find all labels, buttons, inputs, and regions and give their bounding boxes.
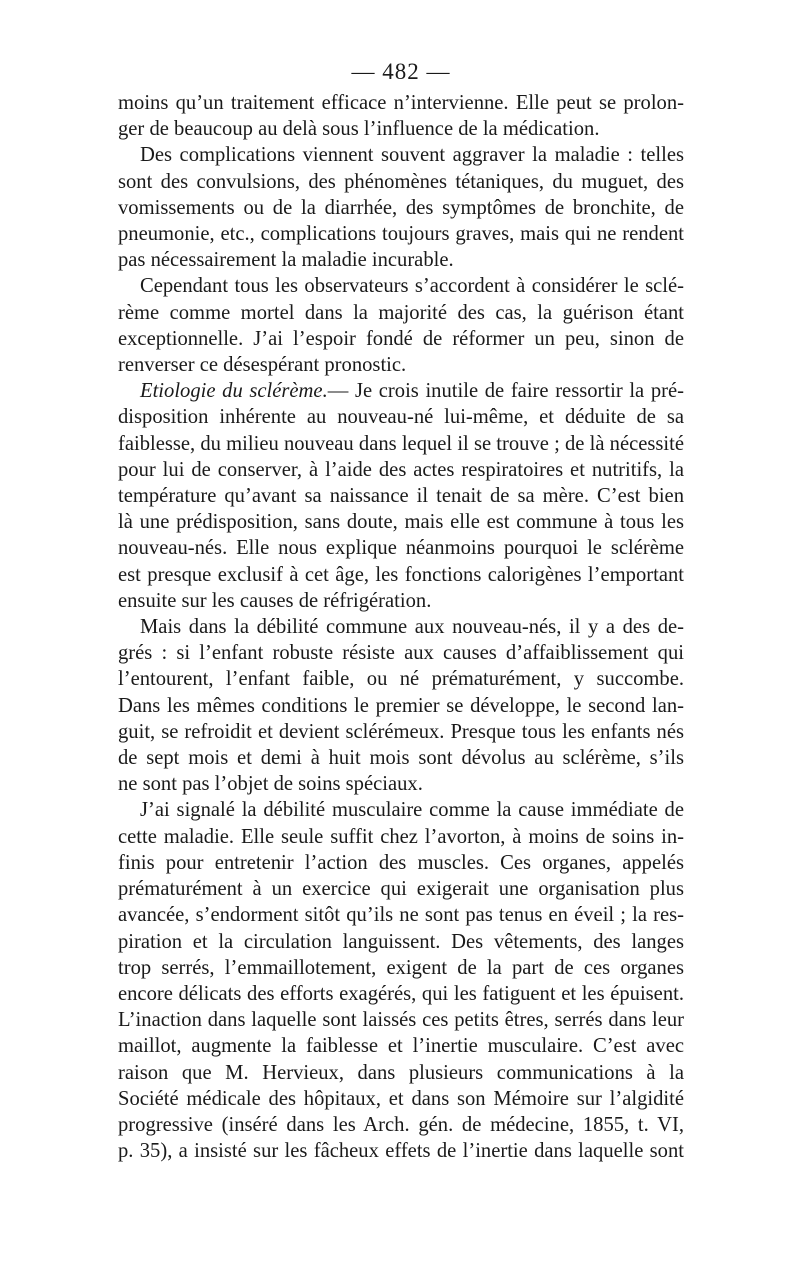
text-line: guit, se refroidit et devient sclérémeux. Presque tous les enfants nés xyxy=(118,720,684,743)
text-line: moins qu’un traitement efficace n’intervienne. Elle peut se prolon- xyxy=(118,92,684,114)
text-line: Cependant tous les observateurs s’accordent à considérer le sclé- xyxy=(140,275,684,298)
text-line: nouveau-nés. Elle nous explique néanmoins pourquoi le sclérème xyxy=(118,537,684,560)
text-line: progressive (inséré dans les Arch. gén. de médecine, 1855, t. VI, xyxy=(118,1113,684,1136)
text-line: pas nécessairement la maladie incurable. xyxy=(118,249,454,272)
text-line: raison que M. Hervieux, dans plusieurs communications à la xyxy=(118,1061,684,1084)
paragraph xyxy=(118,142,684,273)
text-line: piration et la circulation languissent. Des vêtements, des langes xyxy=(118,930,684,953)
text-line: L’inaction dans laquelle sont laissés ces petits êtres, serrés dans leur xyxy=(118,1009,684,1032)
text-line: Mais dans la débilité commune aux nouveau-nés, il y a des de- xyxy=(140,616,684,639)
text-line xyxy=(118,378,684,404)
text-line: maillot, augmente la faiblesse et l’inertie musculaire. C’est avec xyxy=(118,1035,684,1058)
text-line: faiblesse, du milieu nouveau dans lequel il se trouve ; de là nécessité xyxy=(118,432,684,455)
text-fragment: — Je crois inutile de faire ressortir la pré- xyxy=(327,380,684,403)
text-line: avancée, s’endorment sitôt qu’ils ne sont pas tenus en éveil ; la res- xyxy=(118,904,684,927)
text-line: Société médicale des hôpitaux, et dans son Mémoire sur l’algidité xyxy=(118,1087,684,1110)
section-heading: Etiologie du sclérème. xyxy=(140,380,328,403)
text-line: ne sont pas l’objet de soins spéciaux. xyxy=(118,773,423,796)
text-line: l’entourent, l’enfant faible, ou né prématurément, y succombe. xyxy=(118,668,684,691)
text-line: pneumonie, etc., complications toujours graves, mais qui ne rendent xyxy=(118,223,684,246)
text-line: J’ai signalé la débilité musculaire comme la cause immédiate de xyxy=(140,799,684,822)
text-line: pour lui de conserver, à l’aide des actes respiratoires et nutritifs, la xyxy=(118,458,684,481)
text-line: vomissements ou de la diarrhée, des symptômes de bronchite, de xyxy=(118,196,684,219)
text-line: trop serrés, l’emmaillotement, exigent de la part de ces organes xyxy=(118,956,684,979)
text-line: Dans les mêmes conditions le premier se développe, le second lan- xyxy=(118,694,684,717)
text-line: ensuite sur les causes de réfrigération. xyxy=(118,589,432,612)
page-number: — 482 — xyxy=(351,59,451,84)
text-line: grés : si l’enfant robuste résiste aux causes d’affaiblissement qui xyxy=(118,642,684,665)
text-line: sont des convulsions, des phénomènes tétaniques, du muguet, des xyxy=(118,170,684,193)
text-line: rème comme mortel dans la majorité des cas, la guérison étant xyxy=(118,301,684,324)
paragraph xyxy=(118,614,684,797)
paragraph xyxy=(118,378,684,614)
text-line: prématurément à un exercice qui exigerait une organisation plus xyxy=(118,878,684,901)
text-line: encore délicats des efforts exagérés, qui les fatiguent et les épuisent. xyxy=(118,982,684,1005)
book-page xyxy=(118,58,684,1164)
text-line: disposition inhérente au nouveau-né lui-même, et déduite de sa xyxy=(118,406,684,429)
paragraph xyxy=(118,90,684,142)
text-line: Des complications viennent souvent aggraver la maladie : telles xyxy=(140,144,684,167)
paragraph xyxy=(118,797,684,1164)
text-line: finis pour entretenir l’action des muscles. Ces organes, appelés xyxy=(118,851,684,874)
text-line: cette maladie. Elle seule suffit chez l’avorton, à moins de soins in- xyxy=(118,825,684,848)
paragraph xyxy=(118,273,684,378)
text-line: est presque exclusif à cet âge, les fonctions calorigènes l’emportant xyxy=(118,563,684,586)
text-line: là une prédisposition, sans doute, mais elle est commune à tous les xyxy=(118,511,684,534)
text-line: exceptionnelle. J’ai l’espoir fondé de réformer un peu, sinon de xyxy=(118,327,684,350)
text-line: renverser ce désespérant pronostic. xyxy=(118,354,407,377)
text-line: température qu’avant sa naissance il tenait de sa mère. C’est bien xyxy=(118,485,684,508)
text-line: p. 35), a insisté sur les fâcheux effets de l’inertie dans laquelle sont xyxy=(118,1140,684,1163)
text-line: ger de beaucoup au delà sous l’influence de la médication. xyxy=(118,118,600,141)
text-line: de sept mois et demi à huit mois sont dévolus au sclérème, s’ils xyxy=(118,747,684,770)
